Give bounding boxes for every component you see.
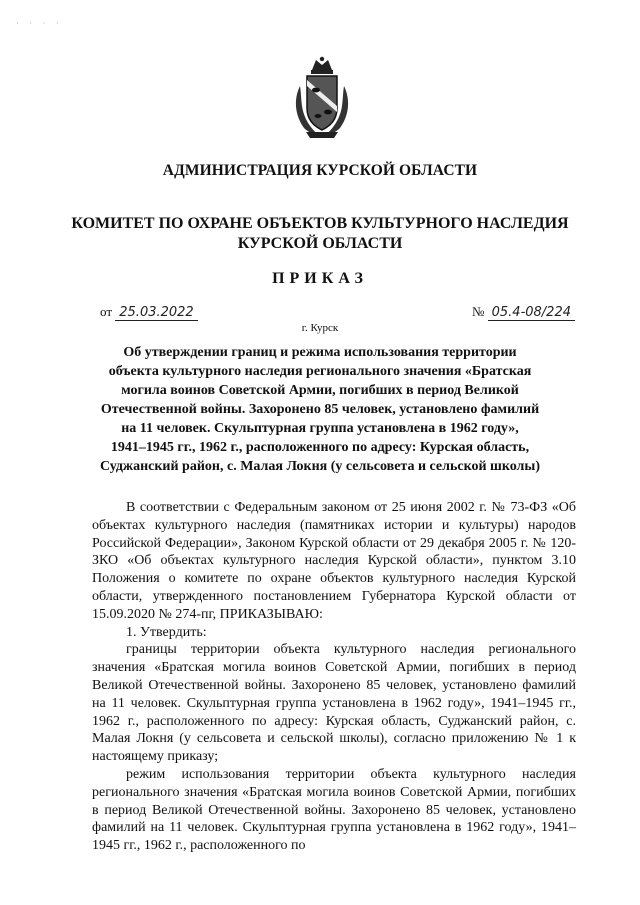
- city-label: г. Курск: [301, 322, 339, 334]
- coat-of-arms-icon: [290, 56, 354, 140]
- committee-title-line1: КОМИТЕТ ПО ОХРАНЕ ОБЪЕКТОВ КУЛЬТУРНОГО НАСЛЕДИЯ: [71, 215, 569, 232]
- subject-line: 1941–1945 гг., 1962 г., расположенного по адресу: Курская область,: [110, 440, 530, 455]
- committee-title-line2: КУРСКОЙ ОБЛАСТИ: [237, 235, 403, 252]
- subject-line: Отечественной войны. Захоронено 85 человек, установлено фамилий: [100, 402, 540, 417]
- body-paragraph: границы территории объекта культурного наследия регионального значения «Братская могила воинов Советской Армии, погибших в период Великой Отечественной войны. Захоронено 85 человек, установлено фамилий на 11 человек. Скульптурная группа установлена в 1962 году», 1941–1945 гг., 1962 г., расположенного по адресу: Курская область, Суджанский район, с. Малая Локня (у сельсовета и сельской школы), согласно приложению № 1 к настоящему приказу;: [92, 642, 576, 765]
- order-subject: [60, 343, 580, 476]
- body-paragraph: 1. Утвердить:: [126, 624, 207, 640]
- subject-line: Суджанский район, с. Малая Локня (у сельсовета и сельской школы): [99, 459, 541, 474]
- body-paragraph: В соответствии с Федеральным законом от 25 июня 2002 г. № 73-ФЗ «Об объектах культурного наследия (памятниках истории и культуры) народов Российской Федерации», Законом Курской области от 29 декабря 2005 г. № 120-ЗКО «Об объектах культурного наследия Курской области», пунктом 3.10 Положения о комитете по охране объектов культурного наследия Курской области, утвержденного постановлением Губернатора Курской области от 15.09.2020 № 274-пг, ПРИКАЗЫВАЮ:: [92, 500, 576, 622]
- organization-title: АДМИНИСТРАЦИЯ КУРСКОЙ ОБЛАСТИ: [162, 162, 478, 179]
- number-prefix: №: [471, 304, 485, 319]
- scan-artifact: · · · ·: [16, 18, 63, 28]
- committee-title: [60, 214, 580, 254]
- date-value: 25.03.2022: [115, 306, 197, 321]
- document-type: ПРИКАЗ: [272, 270, 368, 287]
- date-prefix: от: [100, 304, 113, 319]
- subject-line: могила воинов Советской Армии, погибших в период Великой: [121, 383, 519, 398]
- date-block: [100, 304, 198, 321]
- body-paragraph: режим использования территории объекта культурного наследия регионального значения «Братская могила воинов Советской Армии, погибших в период Великой Отечественной войны. Захоронено 85 человек, установлено фамилий на 11 человек. Скульптурная группа установлена в 1962 году», 1941–1945 гг., 1962 г., расположенного по: [92, 766, 576, 854]
- subject-line: на 11 человек. Скульптурная группа установлена в 1962 году»,: [121, 421, 519, 436]
- number-value: 05.4-08/224: [488, 306, 575, 321]
- order-body: [92, 499, 576, 855]
- subject-line: объекта культурного наследия регионального значения «Братская: [108, 364, 532, 379]
- subject-line: Об утверждении границ и режима использования территории: [123, 345, 517, 360]
- number-block: [472, 304, 575, 321]
